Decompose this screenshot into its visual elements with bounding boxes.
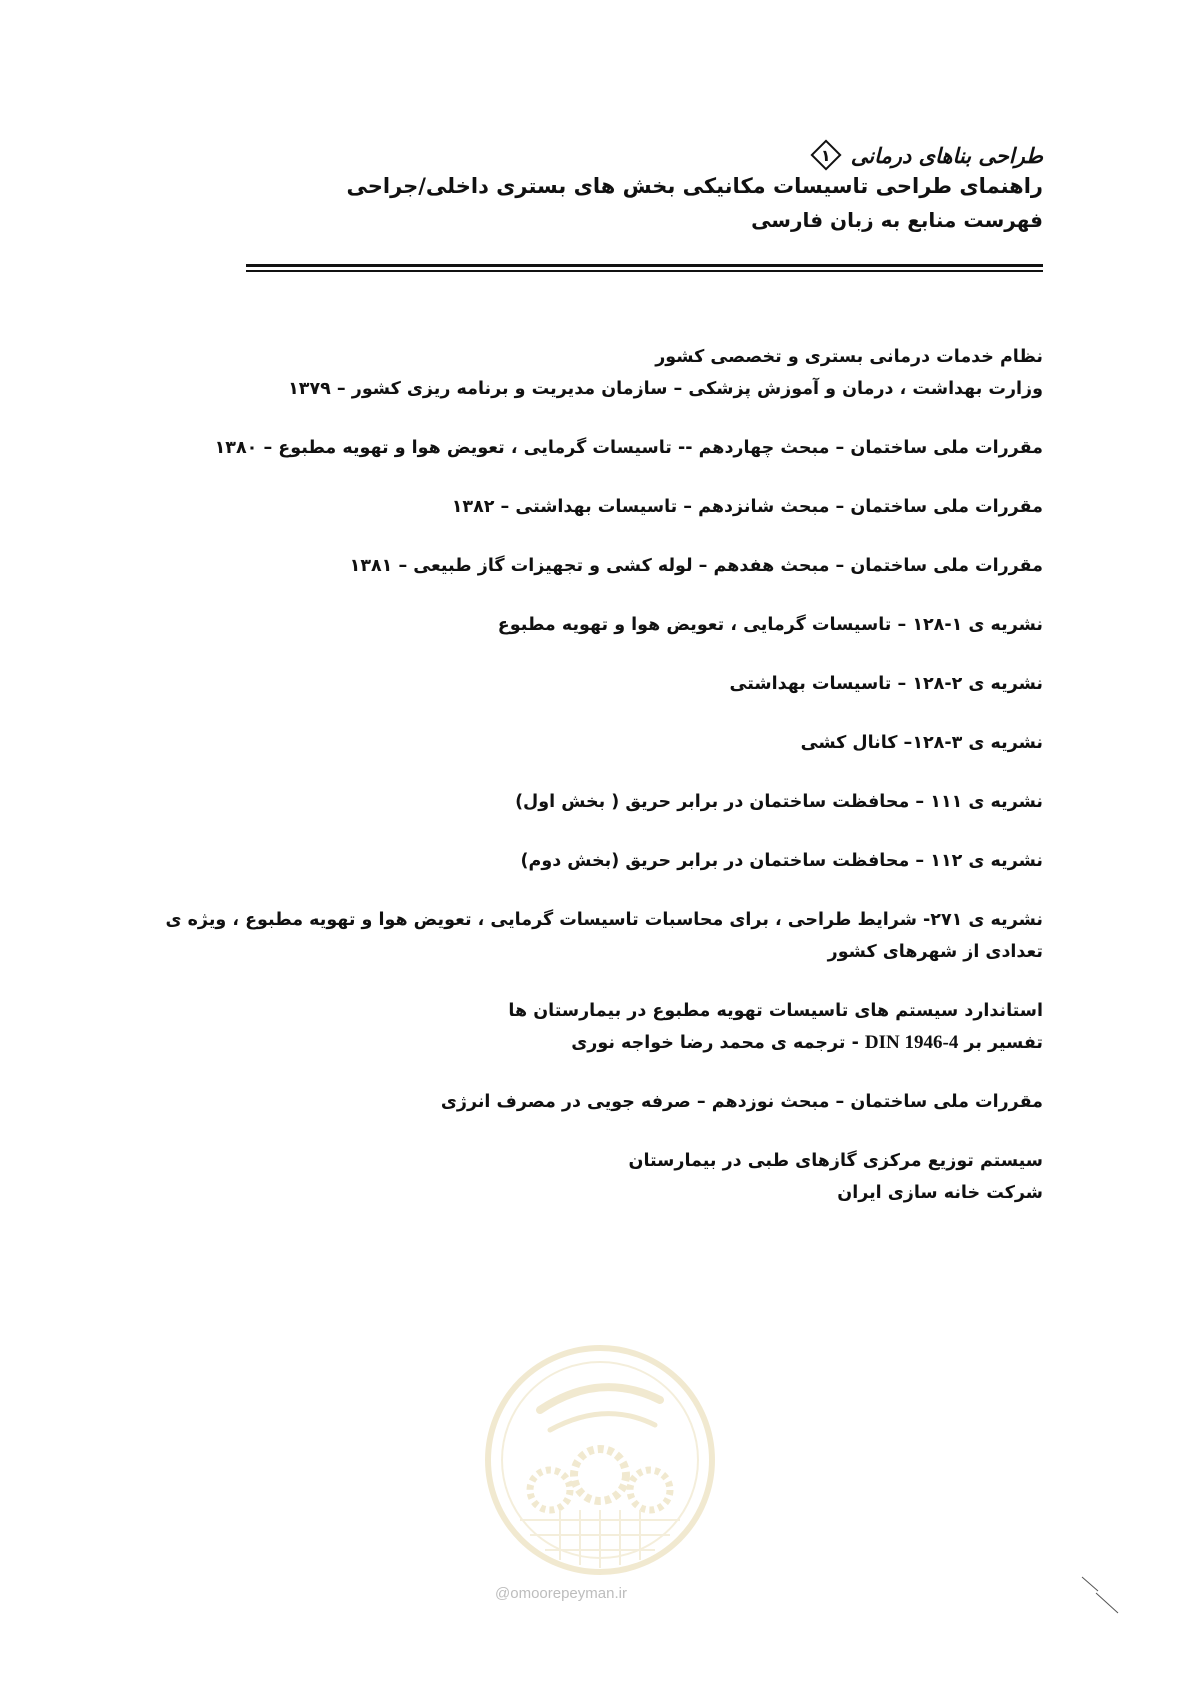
reference-line: وزارت بهداشت ، درمان و آموزش پزشکی – سازمان مدیریت و برنامه ریزی کشور – ۱۳۷۹	[288, 379, 1043, 399]
reference-line: مقررات ملی ساختمان – مبحث هفدهم – لوله کشی و تجهیزات گاز طبیعی – ۱۳۸۱	[349, 556, 1043, 576]
watermark-url: @omoorepeyman.ir	[495, 1585, 627, 1602]
reference-line: مقررات ملی ساختمان – مبحث چهاردهم -- تاسیسات گرمایی ، تعویض هوا و تهویه مطبوع – ۱۳۸۰	[214, 438, 1043, 458]
scan-mark	[1080, 1575, 1120, 1615]
reference-item	[153, 845, 1043, 877]
reference-item	[153, 904, 1043, 968]
reference-line: نشریه ی ۲۷۱- شرایط طراحی ، برای محاسبات تاسیسات گرمایی ، تعویض هوا و تهویه مطبوع ، ویژه ی تعدادی از شهرهای کشور	[165, 910, 1043, 962]
reference-item	[153, 995, 1043, 1059]
section-title: فهرست منابع به زبان فارسی	[751, 208, 1043, 232]
reference-item	[153, 491, 1043, 523]
divider-thick-line	[246, 264, 1043, 267]
reference-line: نشریه ی ۳-۱۲۸– کانال کشی	[800, 733, 1043, 753]
divider-thin-line	[246, 270, 1043, 272]
reference-line: شرکت خانه سازی ایران	[837, 1183, 1043, 1203]
reference-item	[153, 786, 1043, 818]
din-suffix: - ترجمه ی محمد رضا خواجه نوری	[571, 1033, 865, 1053]
reference-item	[153, 668, 1043, 700]
reference-line: مقررات ملی ساختمان – مبحث نوزدهم – صرفه جویی در مصرف انرژی	[440, 1092, 1043, 1112]
reference-line: مقررات ملی ساختمان – مبحث شانزدهم – تاسیسات بهداشتی – ۱۳۸۲	[451, 497, 1043, 517]
reference-line: نشریه ی ۱۱۱ – محافظت ساختمان در برابر حریق ( بخش اول)	[515, 792, 1043, 812]
reference-item	[153, 1086, 1043, 1118]
reference-line: سیستم توزیع مرکزی گازهای طبی در بیمارستان	[628, 1151, 1043, 1171]
series-number: ۱	[820, 145, 831, 165]
header-divider	[246, 264, 1043, 273]
series-number-badge	[811, 140, 841, 170]
reference-translation-line	[153, 1027, 1043, 1059]
series-row	[183, 140, 1043, 170]
reference-line: نشریه ی ۱۱۲ – محافظت ساختمان در برابر حریق (بخش دوم)	[520, 851, 1043, 871]
reference-item	[153, 341, 1043, 405]
reference-item	[153, 609, 1043, 641]
din-prefix: تفسیر بر	[958, 1033, 1043, 1053]
reference-item	[153, 550, 1043, 582]
reference-line: نشریه ی ۱-۱۲۸ – تاسیسات گرمایی ، تعویض هوا و تهویه مطبوع	[497, 615, 1043, 635]
reference-line: نشریه ی ۲-۱۲۸ – تاسیسات بهداشتی	[729, 674, 1043, 694]
document-header	[183, 140, 1043, 232]
series-title: طراحی بناهای درمانی	[850, 142, 1043, 168]
reference-line: استاندارد سیستم های تاسیسات تهویه مطبوع در بیمارستان ها	[508, 1001, 1043, 1021]
reference-list	[153, 341, 1043, 1209]
reference-line: نظام خدمات درمانی بستری و تخصصی کشور	[655, 347, 1043, 367]
reference-item	[153, 1145, 1043, 1209]
watermark-logo-icon	[480, 1340, 720, 1580]
reference-item	[153, 727, 1043, 759]
document-subtitle: راهنمای طراحی تاسیسات مکانیکی بخش های بستری داخلی/جراحی	[346, 174, 1043, 198]
din-code: DIN 1946-4	[864, 1032, 959, 1053]
reference-item	[153, 432, 1043, 464]
